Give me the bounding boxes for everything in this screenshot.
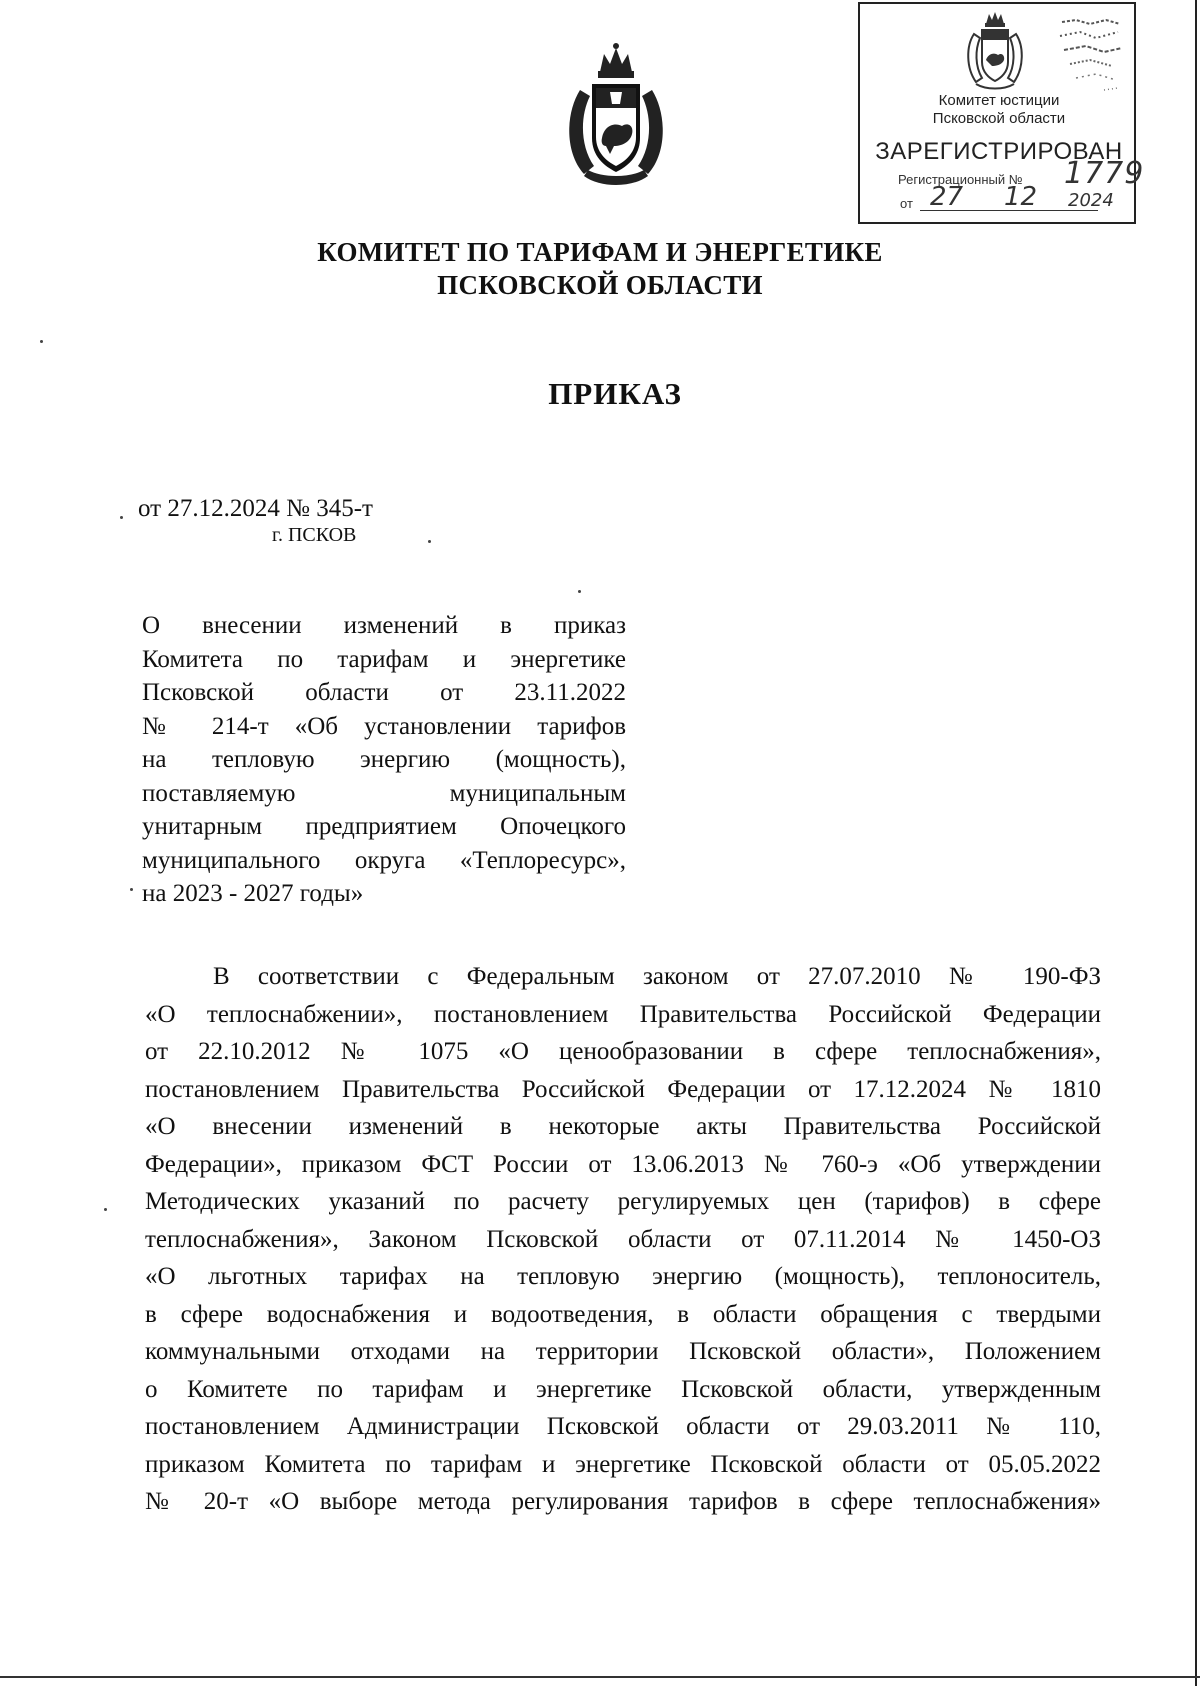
stamp-org-line: Комитет юстиции — [938, 92, 1060, 109]
subject-line: на 2023 - 2027 годы» — [142, 880, 364, 907]
subject-line: на тепловую энергию (мощность), — [142, 746, 626, 773]
subject-line: Псковской области от 23.11.2022 — [142, 679, 626, 706]
scan-speck — [578, 590, 581, 593]
stamp-reg-label: Регистрационный № — [898, 172, 1023, 187]
subject-line: поставляемую муниципальным — [142, 779, 626, 807]
subject-line: № 214-т «Об установлении тарифов — [142, 712, 626, 740]
subject-line: О внесении изменений в приказ — [142, 612, 626, 639]
stamp-org-line: Псковской области — [932, 110, 1066, 127]
document-subject — [142, 609, 626, 911]
body-line: № 20-т «О выборе метода регулирования тарифов в сфере теплоснабжения» — [145, 1488, 1101, 1515]
body-line: приказом Комитета по тарифам и энергетике Псковской области от 05.05.2022 — [145, 1450, 1101, 1478]
body-line: Федерации», приказом ФСТ России от 13.06.2013 № 760-э «Об утверждении — [145, 1150, 1101, 1178]
organization-title-line: ПСКОВСКОЙ ОБЛАСТИ — [437, 270, 763, 300]
pskov-coat-of-arms-icon — [964, 10, 1026, 92]
body-line: постановлением Администрации Псковской области от 29.03.2011 № 110, — [145, 1413, 1101, 1440]
body-line: «О теплоснабжении», постановлением Правительства Российской Федерации — [145, 1000, 1101, 1028]
body-line: о Комитете по тарифам и энергетике Псковской области, утвержденным — [145, 1375, 1101, 1403]
stamp-mark-icon — [1056, 14, 1126, 104]
document-type: ПРИКАЗ — [548, 376, 682, 411]
body-line: коммунальными отходами на территории Псковской области», Положением — [145, 1338, 1101, 1365]
document-body — [145, 958, 1101, 1521]
body-line: Методических указаний по расчету регулируемых цен (тарифов) в сфере — [145, 1188, 1101, 1215]
body-line: «О льготных тарифах на тепловую энергию (мощность), теплоноситель, — [145, 1263, 1101, 1290]
scan-speck — [130, 888, 133, 891]
body-line: В соответствии с Федеральным законом от 27.07.2010 № 190-ФЗ — [213, 963, 1101, 990]
scan-speck — [104, 1208, 107, 1211]
document-city: г. ПСКОВ — [272, 524, 357, 546]
organization-title-line: КОМИТЕТ ПО ТАРИФАМ И ЭНЕРГЕТИКЕ — [317, 237, 883, 267]
subject-line: унитарным предприятием Опочецкого — [142, 813, 626, 840]
body-line: в сфере водоснабжения и водоотведения, в области обращения с твердыми — [145, 1300, 1101, 1328]
body-line: от 22.10.2012 № 1075 «О ценообразовании в сфере теплоснабжения», — [145, 1038, 1101, 1065]
subject-line: Комитета по тарифам и энергетике — [142, 645, 626, 673]
stamp-date-label: от — [900, 196, 913, 211]
stamp-date-month: 12 — [1004, 182, 1038, 212]
document-number: от 27.12.2024 № 345-т — [138, 495, 373, 522]
organization-title — [0, 236, 1200, 302]
scan-speck — [428, 540, 431, 543]
pskov-coat-of-arms-icon — [560, 42, 672, 190]
stamp-organization — [860, 92, 1138, 128]
stamp-date-day: 27 — [930, 182, 964, 212]
scan-edge-bottom — [0, 1676, 1200, 1678]
body-line: «О внесении изменений в некоторые акты Правительства Российской — [145, 1113, 1101, 1140]
stamp-status: ЗАРЕГИСТРИРОВАН — [875, 138, 1123, 165]
scan-speck — [40, 340, 43, 343]
stamp-date-line — [900, 182, 1114, 212]
registration-stamp — [858, 2, 1145, 224]
body-line: постановлением Правительства Российской Федерации от 17.12.2024 № 1810 — [145, 1075, 1101, 1103]
stamp-date-year: 2024 — [1068, 190, 1114, 211]
stamp-reg-number: 1779 — [1064, 156, 1145, 191]
subject-line: муниципального округа «Теплоресурс», — [142, 846, 626, 874]
scan-speck — [120, 516, 123, 519]
body-line: теплоснабжения», Законом Псковской области от 07.11.2014 № 1450-ОЗ — [145, 1225, 1101, 1253]
